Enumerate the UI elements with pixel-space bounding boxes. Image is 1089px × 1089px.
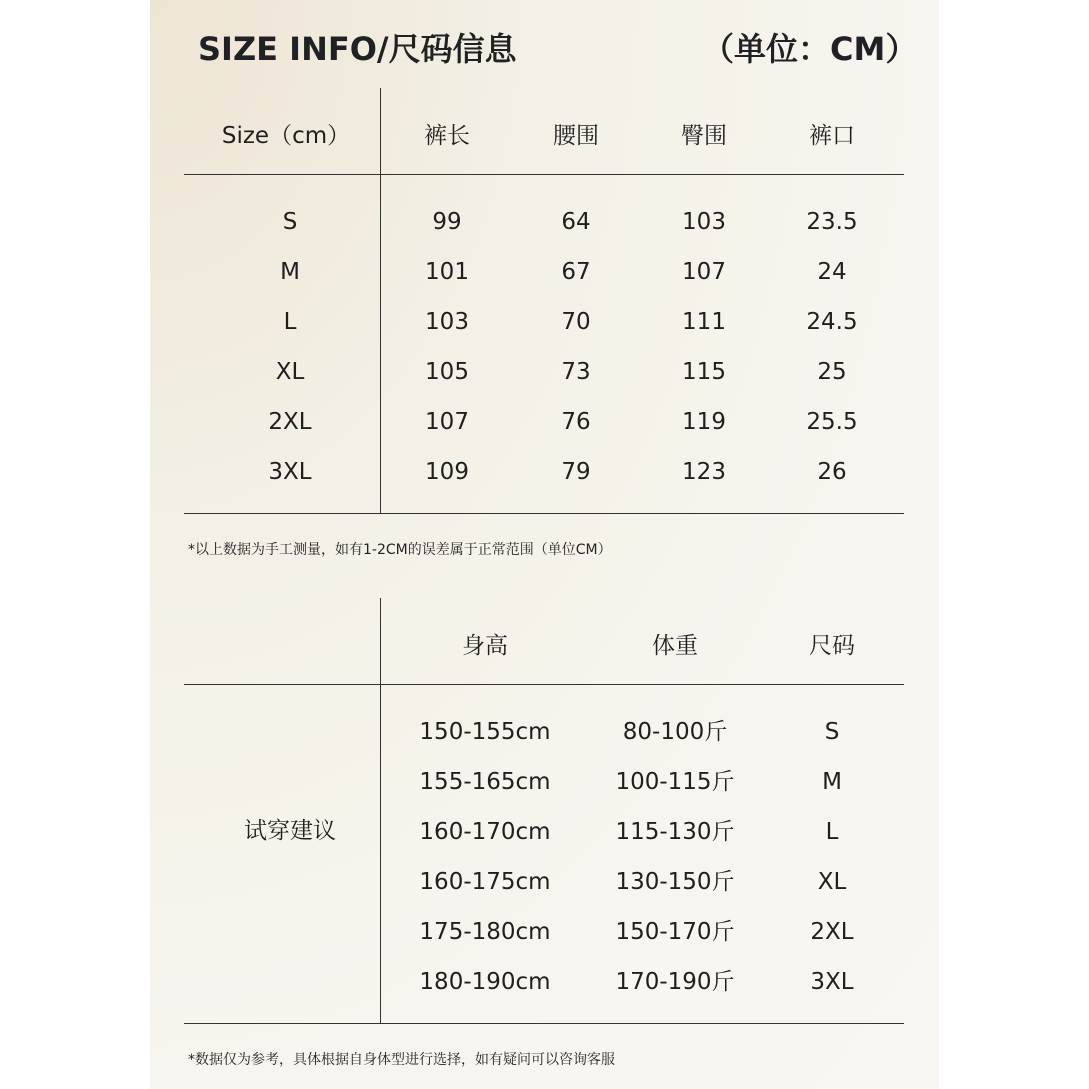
table-cell: XL xyxy=(817,869,847,895)
table-cell: 73 xyxy=(561,359,591,385)
fit-table-bottom-rule xyxy=(184,1023,904,1024)
table-cell: 160-175cm xyxy=(419,869,551,895)
table-cell: L xyxy=(825,819,839,845)
table-cell: 155-165cm xyxy=(419,769,551,795)
table-cell: 99 xyxy=(432,209,462,235)
table-cell: 115-130斤 xyxy=(615,819,735,845)
size-table-bottom-rule xyxy=(184,513,904,514)
table-cell: 150-155cm xyxy=(419,719,551,745)
table-cell: 67 xyxy=(561,259,591,285)
table-cell: XL xyxy=(275,359,305,385)
table-cell: 130-150斤 xyxy=(615,869,735,895)
table-cell: S xyxy=(824,719,840,745)
table-cell: L xyxy=(283,309,297,335)
table-cell: 123 xyxy=(682,459,726,485)
table-cell: 107 xyxy=(682,259,726,285)
table-cell: 2XL xyxy=(810,919,854,945)
table-cell: 100-115斤 xyxy=(615,769,735,795)
table-cell: 160-170cm xyxy=(419,819,551,845)
table-cell: 26 xyxy=(817,459,847,485)
table-cell: M xyxy=(280,259,300,285)
table-cell: 103 xyxy=(682,209,726,235)
size-table-divider-vertical xyxy=(380,88,381,514)
header-pants-length: 裤长 xyxy=(424,123,470,149)
table-cell: 76 xyxy=(561,409,591,435)
table-cell: M xyxy=(822,769,842,795)
header-height: 身高 xyxy=(462,633,508,659)
fit-table-divider-vertical xyxy=(380,598,381,1024)
fit-table-header-rule xyxy=(184,684,904,685)
table-cell: 24.5 xyxy=(806,309,858,335)
table-cell: 3XL xyxy=(268,459,312,485)
table-cell: 70 xyxy=(561,309,591,335)
table-cell: 2XL xyxy=(268,409,312,435)
header-size: Size（cm） xyxy=(221,123,351,149)
table-cell: 109 xyxy=(425,459,469,485)
table-cell: 111 xyxy=(682,309,726,335)
table-cell: S xyxy=(282,209,298,235)
table-cell: 80-100斤 xyxy=(622,719,728,745)
table-cell: 24 xyxy=(817,259,847,285)
header-size: 尺码 xyxy=(809,633,855,659)
table-cell: 79 xyxy=(561,459,591,485)
table-cell: 64 xyxy=(561,209,591,235)
table-cell: 3XL xyxy=(810,969,854,995)
measurement-note: *以上数据为手工测量，如有1-2CM的误差属于正常范围（单位CM） xyxy=(188,542,612,558)
header-leg-opening: 裤口 xyxy=(809,123,855,149)
table-cell: 150-170斤 xyxy=(615,919,735,945)
table-cell: 103 xyxy=(425,309,469,335)
table-cell: 180-190cm xyxy=(419,969,551,995)
table-cell: 105 xyxy=(425,359,469,385)
table-cell: 101 xyxy=(425,259,469,285)
unit-label: （单位：CM） xyxy=(702,30,918,68)
table-cell: 115 xyxy=(682,359,726,385)
header-weight: 体重 xyxy=(652,633,698,659)
header-hip: 臀围 xyxy=(681,123,727,149)
table-cell: 25.5 xyxy=(806,409,858,435)
header-waist: 腰围 xyxy=(553,123,599,149)
table-cell: 119 xyxy=(682,409,726,435)
table-cell: 25 xyxy=(817,359,847,385)
reference-note: *数据仅为参考，具体根据自身体型进行选择，如有疑问可以咨询客服 xyxy=(188,1052,615,1068)
size-table-header-rule xyxy=(184,174,904,175)
table-cell: 175-180cm xyxy=(419,919,551,945)
table-cell: 107 xyxy=(425,409,469,435)
table-cell: 23.5 xyxy=(806,209,858,235)
table-cell: 170-190斤 xyxy=(615,969,735,995)
page-title: SIZE INFO/尺码信息 xyxy=(198,30,517,68)
fit-row-label: 试穿建议 xyxy=(244,818,336,844)
